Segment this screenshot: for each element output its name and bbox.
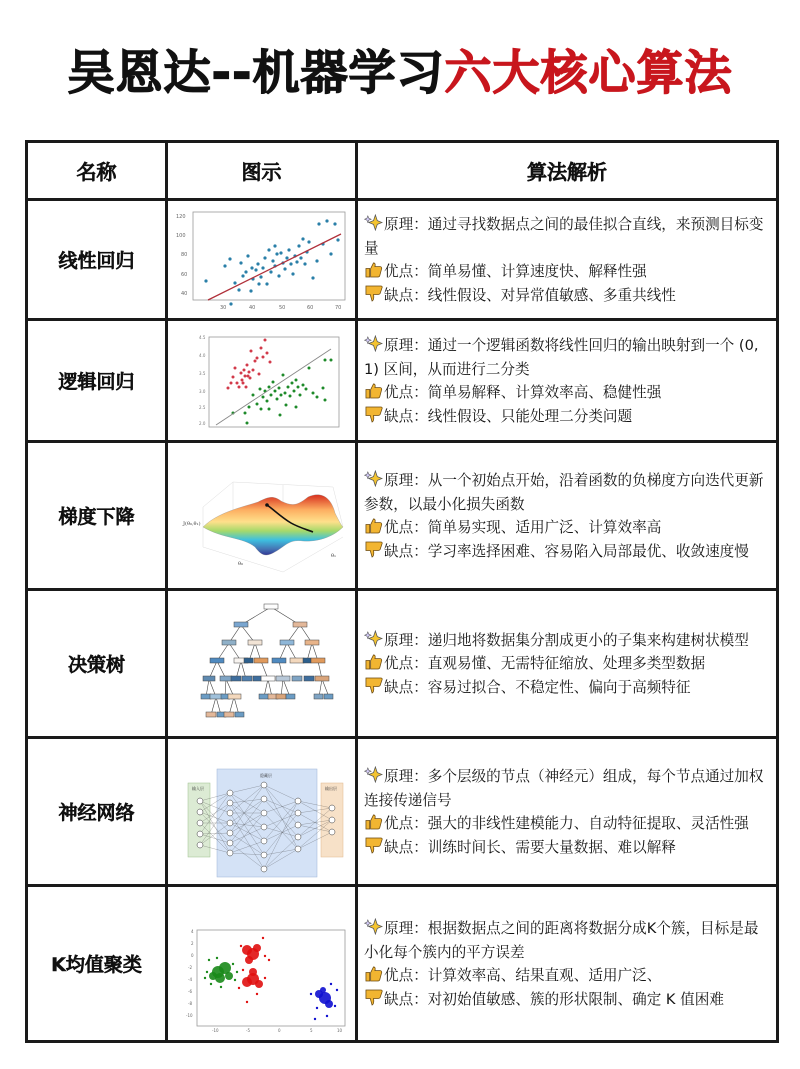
principle-label: 原理： — [384, 631, 428, 649]
figure-cell — [167, 442, 357, 590]
figure-cell — [167, 200, 357, 320]
algorithm-name: 逻辑回归 — [27, 320, 167, 442]
table-row — [27, 320, 778, 442]
figure-cell — [167, 590, 357, 738]
svg-text:4: 4 — [190, 928, 194, 934]
neural-network-figure — [173, 743, 351, 881]
cons-line — [364, 405, 770, 429]
pros-line — [364, 260, 770, 284]
svg-text:2.0: 2.0 — [198, 420, 205, 426]
pros-label: 优点： — [384, 967, 428, 984]
table-row — [27, 442, 778, 590]
pros-label: 优点： — [384, 655, 428, 673]
page-title — [0, 44, 800, 104]
principle-text: 根据数据点之间的距离将数据分成K个簇，目标是最小化每个簇内的平方误差 — [364, 920, 759, 961]
decision-tree-figure — [173, 595, 351, 733]
table-row — [27, 590, 778, 738]
svg-text:3.0: 3.0 — [198, 388, 205, 394]
svg-text:-8: -8 — [187, 1000, 192, 1006]
principle-line — [364, 213, 770, 260]
pros-text: 计算效率高、结果直观、适用广泛、 — [427, 967, 662, 984]
analysis-cell — [357, 590, 778, 738]
hidden-layer-label: 隐藏层 — [259, 772, 272, 778]
cons-line — [364, 836, 770, 860]
principle-text: 从一个初始点开始，沿着函数的负梯度方向迭代更新参数，以最小化损失函数 — [364, 472, 764, 513]
cons-text: 学习率选择困难、容易陷入局部最优、收敛速度慢 — [427, 542, 749, 560]
kmeans-cluster-figure — [173, 894, 351, 1034]
svg-text:100: 100 — [175, 232, 186, 239]
svg-text:60: 60 — [306, 304, 313, 311]
principle-line — [364, 765, 770, 812]
principle-line — [364, 469, 770, 516]
algorithm-name: 决策树 — [27, 590, 167, 738]
svg-text:θ₁: θ₁ — [330, 552, 336, 559]
thumbs-down-icon — [364, 837, 383, 854]
sparkles-icon — [364, 214, 383, 231]
sparkles-icon — [364, 766, 383, 783]
svg-text:80: 80 — [180, 251, 187, 258]
pros-text: 简单易解释、计算效率高、稳健性强 — [427, 384, 662, 401]
svg-text:40: 40 — [180, 290, 187, 297]
algorithm-name: 神经网络 — [27, 738, 167, 886]
svg-text:120: 120 — [175, 213, 186, 220]
svg-text:θ₀: θ₀ — [237, 560, 243, 567]
svg-text:J(θ₀,θ₁): J(θ₀,θ₁) — [182, 520, 201, 527]
pros-label: 优点： — [384, 263, 428, 280]
cons-label: 缺点： — [384, 678, 428, 696]
thumbs-down-icon — [364, 677, 383, 694]
cons-line — [364, 988, 770, 1012]
svg-text:4.5: 4.5 — [198, 334, 205, 340]
algorithm-name: 线性回归 — [27, 200, 167, 320]
pros-text: 简单易懂、计算速度快、解释性强 — [427, 263, 647, 280]
pros-text: 强大的非线性建模能力、自动特征提取、灵活性强 — [427, 815, 749, 832]
svg-text:50: 50 — [278, 304, 285, 311]
svg-text:0: 0 — [277, 1027, 281, 1033]
pros-line — [364, 516, 770, 540]
pros-line — [364, 964, 770, 988]
analysis-cell — [357, 738, 778, 886]
gradient-descent-surface-figure — [173, 447, 351, 585]
thumbs-down-icon — [364, 541, 383, 558]
algorithm-name: K均值聚类 — [27, 886, 167, 1042]
cons-text: 对初始值敏感、簇的形状限制、确定 K 值困难 — [427, 990, 724, 1008]
figure-cell — [167, 886, 357, 1042]
sparkles-icon — [364, 470, 383, 487]
pros-label: 优点： — [384, 815, 428, 832]
header-analysis: 算法解析 — [357, 142, 778, 200]
figure-cell — [167, 320, 357, 442]
sparkles-icon — [364, 335, 383, 352]
svg-text:5: 5 — [309, 1027, 313, 1033]
pros-line — [364, 652, 770, 676]
title-black-part: 吴恩达--机器学习 — [67, 46, 445, 101]
thumbs-up-icon — [364, 813, 383, 830]
cons-text: 容易过拟合、不稳定性、偏向于高频特征 — [427, 678, 691, 696]
thumbs-down-icon — [364, 285, 383, 302]
svg-text:4.0: 4.0 — [198, 352, 205, 358]
principle-text: 通过寻找数据点之间的最佳拟合直线，来预测目标变量 — [364, 216, 764, 257]
cons-line — [364, 540, 770, 564]
svg-text:3.5: 3.5 — [198, 370, 205, 376]
cons-label: 缺点： — [384, 407, 428, 425]
principle-label: 原理： — [384, 768, 428, 785]
cons-line — [364, 676, 770, 700]
svg-text:-4: -4 — [187, 976, 192, 982]
table-row — [27, 738, 778, 886]
cons-label: 缺点： — [384, 286, 428, 304]
analysis-cell — [357, 442, 778, 590]
principle-label: 原理： — [384, 337, 428, 354]
principle-label: 原理： — [384, 920, 428, 937]
algorithm-table — [25, 140, 779, 1043]
principle-text: 多个层级的节点（神经元）组成，每个节点通过加权连接传递信号 — [364, 768, 764, 809]
algorithm-name: 梯度下降 — [27, 442, 167, 590]
thumbs-down-icon — [364, 406, 383, 423]
table-row — [27, 886, 778, 1042]
principle-line — [364, 917, 770, 964]
title-red-part: 六大核心算法 — [444, 46, 733, 101]
pros-label: 优点： — [384, 519, 428, 536]
svg-text:70: 70 — [334, 304, 341, 311]
svg-text:-10: -10 — [185, 1012, 193, 1018]
analysis-cell — [357, 886, 778, 1042]
analysis-cell — [357, 200, 778, 320]
principle-label: 原理： — [384, 472, 428, 489]
principle-line — [364, 629, 770, 653]
input-layer-label: 输入层 — [191, 785, 204, 791]
cons-text: 线性假设、对异常值敏感、多重共线性 — [427, 286, 676, 304]
svg-text:-10: -10 — [211, 1027, 219, 1033]
sparkles-icon — [364, 630, 383, 647]
svg-text:2.5: 2.5 — [198, 404, 205, 410]
header-figure: 图示 — [167, 142, 357, 200]
header-name: 名称 — [27, 142, 167, 200]
thumbs-up-icon — [364, 261, 383, 278]
svg-text:10: 10 — [336, 1027, 342, 1033]
analysis-cell — [357, 320, 778, 442]
svg-text:30: 30 — [219, 304, 226, 311]
svg-text:2: 2 — [190, 940, 194, 946]
pros-text: 直观易懂、无需特征缩放、处理多类型数据 — [427, 655, 706, 673]
principle-label: 原理： — [384, 216, 428, 233]
pros-line — [364, 381, 770, 405]
pros-text: 简单易实现、适用广泛、计算效率高 — [427, 519, 662, 536]
principle-line — [364, 334, 770, 381]
pros-label: 优点： — [384, 384, 428, 401]
svg-text:40: 40 — [248, 304, 255, 311]
cons-label: 缺点： — [384, 542, 428, 560]
output-layer-label: 输出层 — [324, 785, 337, 791]
svg-text:60: 60 — [180, 271, 187, 278]
svg-text:-2: -2 — [187, 964, 192, 970]
cons-label: 缺点： — [384, 990, 428, 1008]
thumbs-up-icon — [364, 965, 383, 982]
figure-cell — [167, 738, 357, 886]
principle-text: 递归地将数据集分割成更小的子集来构建树状模型 — [427, 631, 749, 649]
table-header-row — [27, 142, 778, 200]
cons-label: 缺点： — [384, 838, 428, 856]
thumbs-up-icon — [364, 653, 383, 670]
svg-text:0: 0 — [190, 952, 194, 958]
logistic-regression-scatter-figure — [173, 325, 351, 437]
table-row — [27, 200, 778, 320]
svg-text:-6: -6 — [187, 988, 192, 994]
thumbs-up-icon — [364, 517, 383, 534]
linear-regression-scatter-figure — [173, 206, 351, 314]
svg-text:-5: -5 — [245, 1027, 250, 1033]
sparkles-icon — [364, 918, 383, 935]
cons-line — [364, 284, 770, 308]
thumbs-up-icon — [364, 382, 383, 399]
pros-line — [364, 812, 770, 836]
cons-text: 线性假设、只能处理二分类问题 — [427, 407, 633, 425]
principle-text: 通过一个逻辑函数将线性回归的输出映射到一个 (0, 1) 区间，从而进行二分类 — [364, 337, 759, 378]
thumbs-down-icon — [364, 989, 383, 1006]
cons-text: 训练时间长、需要大量数据、难以解释 — [427, 838, 676, 856]
